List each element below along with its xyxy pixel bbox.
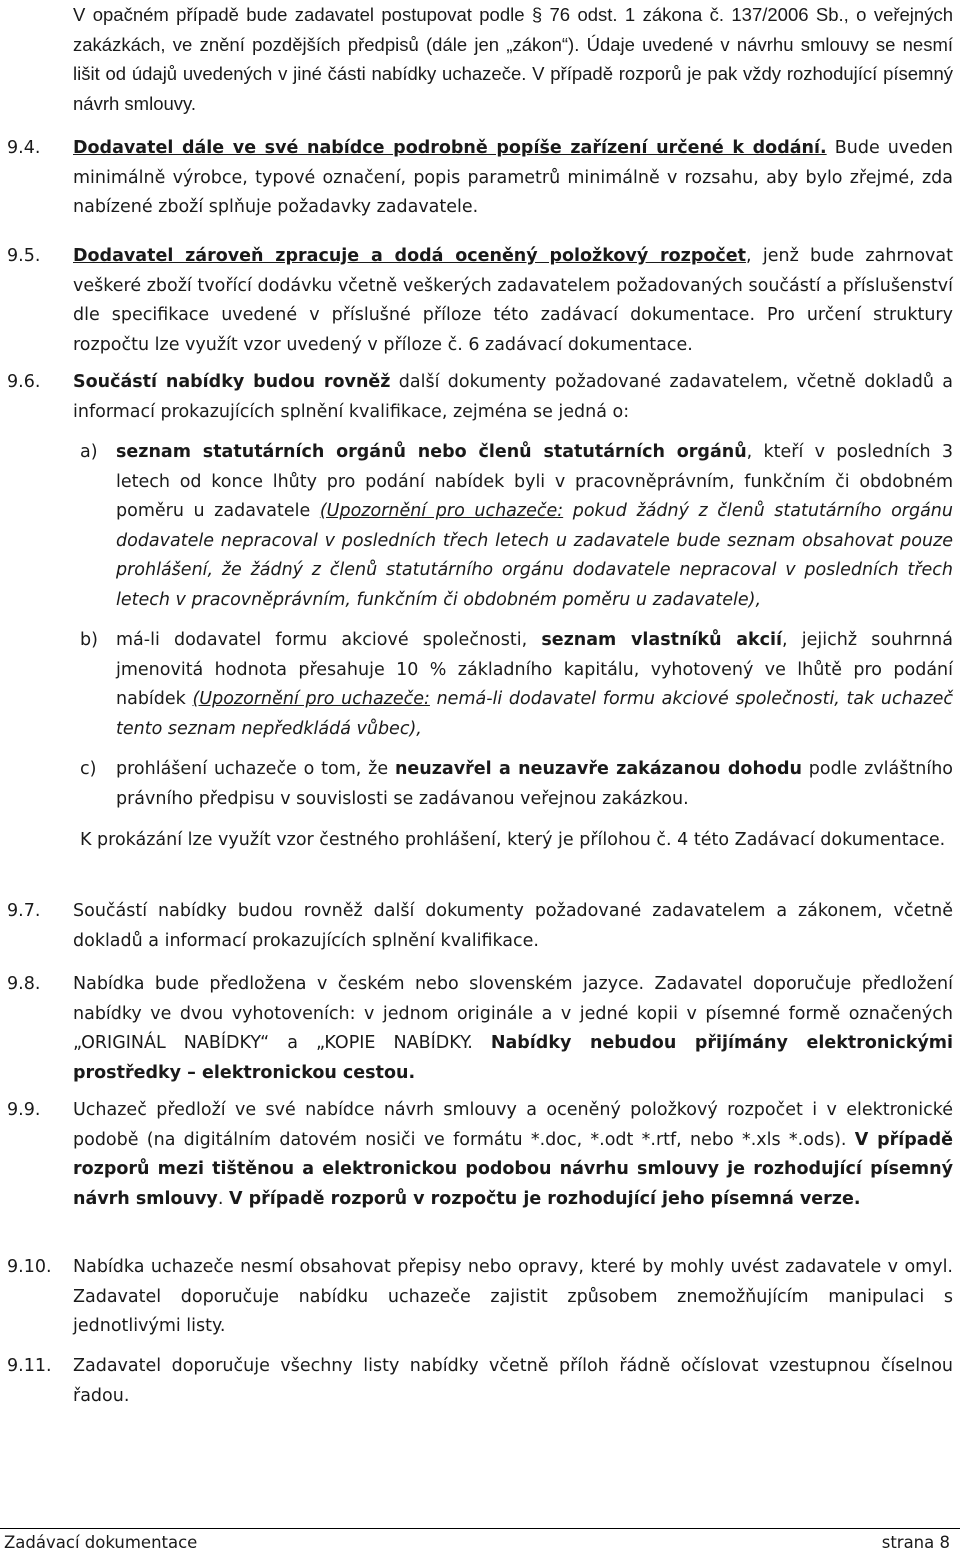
list-item-b <box>116 626 953 744</box>
section-9-9-bold: V případě rozporů mezi tištěnou a elektronickou podobou návrhu smlouvy je rozhodující písemný návrh smlouvy <box>73 1129 953 1209</box>
footer-divider <box>0 1528 960 1529</box>
intro-paragraph <box>73 0 953 118</box>
section-9-8 <box>73 970 953 1088</box>
section-9-6-text: další dokumenty požadované zadavatelem, včetně dokladů a informací prokazujících splnění kvalifikace, zejména se jedná o: <box>73 372 953 422</box>
section-9-8-bold: Nabídky nebudou přijímány elektronickými prostředky – elektronickou cestou. <box>73 1033 953 1083</box>
section-9-5 <box>73 242 953 360</box>
section-9-11: Zadavatel doporučuje všechny listy nabídky včetně příloh řádně očíslovat vzestupnou číselnou řadou. <box>73 1356 953 1406</box>
list-item-b-text: , jejichž souhrnná jmenovitá hodnota přesahuje 10 % základního kapitálu, vyhotovený ve lhůtě pro podání nabídek <box>116 630 953 710</box>
list-item-b-note: nemá-li dodavatel formu akciové společnosti, tak uchazeč tento seznam nepředkládá vůbec), <box>116 689 954 739</box>
list-item-a-note-label: (Upozornění pro uchazeče: <box>319 501 564 522</box>
list-item-c <box>116 755 953 814</box>
section-9-6-heading: Součástí nabídky budou rovněž <box>73 372 391 392</box>
section-9-6-note: K prokázání lze využít vzor čestného prohlášení, který je přílohou č. 4 této Zadávací dokumentace. <box>80 830 946 850</box>
section-9-7: Součástí nabídky budou rovněž další dokumenty požadované zadavatelem a zákonem, včetně dokladů a informací prokazujících splnění kvalifikace. <box>73 901 953 951</box>
section-9-6 <box>73 368 953 427</box>
section-9-10: Nabídka uchazeče nesmí obsahovat přepisy nebo opravy, které by mohly uvést zadavatele v omyl. Zadavatel doporučuje nabídku uchazeče zajistit způsobem znemožňujícím manipulaci s jednotlivými listy. <box>73 1257 953 1337</box>
list-letter: b) <box>80 630 98 650</box>
section-9-4 <box>73 134 953 223</box>
section-9-5-heading: Dodavatel zároveň zpracuje a dodá oceněný položkový rozpočet <box>73 246 747 266</box>
section-number: 9.7. <box>7 901 41 921</box>
list-item-c-text: podle zvláštního právního předpisu v souvislosti se zadávanou veřejnou zakázkou. <box>116 759 953 809</box>
section-9-9-bold-2: V případě rozporů v rozpočtu je rozhodující jeho písemná verze. <box>228 1188 861 1209</box>
intro-text: V opačném případě bude zadavatel postupovat podle § 76 odst. 1 zákona č. 137/2006 Sb., o veřejných zakázkách, ve znění pozdějších předpisů (dále jen „zákon“). Údaje uvedené v návrhu smlouvy se nesmí lišit od údajů uvedených v jiné části nabídky uchazeče. <box>73 4 953 85</box>
section-9-9-mid: . <box>217 1188 229 1209</box>
section-9-4-heading: Dodavatel dále ve své nabídce podrobně popíše zařízení určené k dodání. <box>73 138 827 158</box>
section-number: 9.9. <box>7 1100 41 1120</box>
section-9-5-text: , jenž bude zahrnovat veškeré zboží tvořící dodávku včetně veškerých zadavatelem požadovaných součástí a příslušenství dle specifikace uvedené v příslušné příloze této zadávací dokumentace. Pro určení struktury rozpočtu lze využít vzor uvedený v příloze č. 6 zadávací dokumentace. <box>73 246 953 355</box>
section-number: 9.4. <box>7 138 41 158</box>
list-item-b-pre: má-li dodavatel formu akciové společnosti, <box>116 630 542 650</box>
section-number: 9.6. <box>7 372 41 392</box>
list-item-b-note-label: (Upozornění pro uchazeče: <box>192 689 430 710</box>
section-number: 9.5. <box>7 246 41 266</box>
list-item-a <box>116 438 953 616</box>
footer-title: Zadávací dokumentace <box>4 1533 198 1552</box>
section-number: 9.10. <box>7 1257 52 1277</box>
list-item-a-bold: seznam statutárních orgánů nebo členů statutárních orgánů <box>116 442 747 462</box>
section-9-9-text: Uchazeč předloží ve své nabídce návrh smlouvy a oceněný položkový rozpočet i v elektronické podobě (na digitálním datovém nosiči ve formátu *.doc, *.odt *.rtf, nebo *.xls *.ods). <box>73 1100 953 1150</box>
section-9-8-text: Nabídka bude předložena v českém nebo slovenském jazyce. Zadavatel doporučuje předložení nabídky ve dvou vyhotoveních: v jednom originále a v jedné kopii v písemné formě označených „ORIGINÁL NABÍDKY“ a „KOPIE NABÍDKY. <box>73 974 953 1054</box>
list-letter: c) <box>80 759 97 779</box>
list-item-b-bold: seznam vlastníků akcií <box>541 630 783 650</box>
list-item-a-text: , kteří v posledních 3 letech od konce lhůty pro podání nabídek byli v pracovněprávním, funkčním či obdobném poměru u zadavatele <box>116 442 953 522</box>
section-9-4-text: Bude uveden minimálně výrobce, typové označení, popis parametrů minimálně v rozsahu, aby bylo zřejmé, zda nabízené zboží splňuje požadavky zadavatele. <box>73 138 953 218</box>
list-item-c-bold: neuzavřel a neuzavře zakázanou dohodu <box>394 759 802 779</box>
list-item-a-note: pokud žádný z členů statutárního orgánu dodavatele nepracoval v posledních třech letech u zadavatele bude seznam obsahovat pouze prohlášení, že žádný z členů statutárního orgánu dodavatele nepracoval v posledních třech letech v pracovněprávním, funkčním či obdobném poměru u zadavatele), <box>116 501 953 610</box>
page-number: strana 8 <box>881 1533 950 1552</box>
section-number: 9.8. <box>7 974 41 994</box>
list-item-c-pre: prohlášení uchazeče o tom, že <box>116 759 395 779</box>
list-letter: a) <box>80 442 98 462</box>
section-number: 9.11. <box>7 1356 52 1376</box>
intro-text-2: V případě rozporů je pak vždy rozhodující písemný návrh smlouvy. <box>73 63 953 114</box>
section-9-9 <box>73 1096 953 1214</box>
